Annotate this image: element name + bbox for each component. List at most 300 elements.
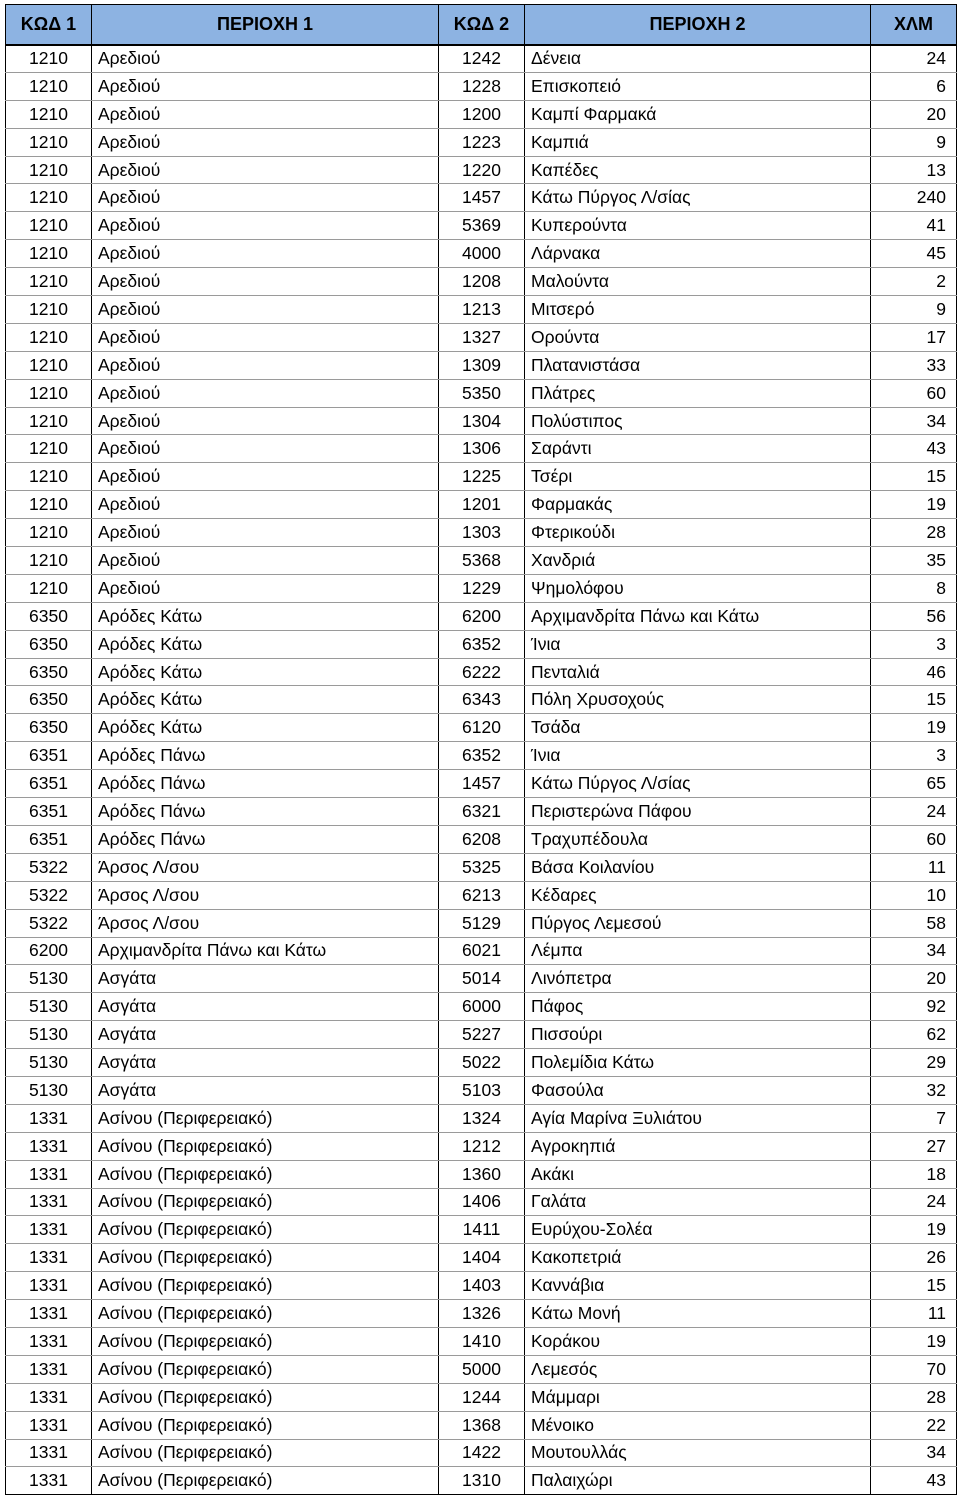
table-header [6, 5, 957, 45]
km-cell: 19 [871, 1327, 957, 1355]
table-row [6, 1104, 957, 1132]
area-2-cell: Φασούλα [525, 1076, 871, 1104]
km-cell: 6 [871, 72, 957, 100]
code-1-cell: 6351 [6, 825, 92, 853]
table-row [6, 714, 957, 742]
area-1-cell: Ασγάτα [92, 1021, 439, 1049]
area-1-cell: Αρεδιού [92, 519, 439, 547]
area-1-cell: Αρεδιού [92, 156, 439, 184]
code-2-cell: 5368 [439, 547, 525, 575]
km-cell: 60 [871, 825, 957, 853]
area-2-cell: Πλάτρες [525, 379, 871, 407]
km-cell: 11 [871, 1300, 957, 1328]
area-2-cell: Κυπερούντα [525, 212, 871, 240]
code-1-cell: 1331 [6, 1300, 92, 1328]
table-row [6, 1216, 957, 1244]
km-cell: 29 [871, 1049, 957, 1077]
km-cell: 26 [871, 1244, 957, 1272]
code-2-cell: 1208 [439, 268, 525, 296]
area-1-cell: Αρόδες Κάτω [92, 714, 439, 742]
code-1-cell: 5130 [6, 965, 92, 993]
area-2-cell: Αγροκηπιά [525, 1132, 871, 1160]
table-row [6, 909, 957, 937]
area-2-cell: Σαράντι [525, 435, 871, 463]
area-1-cell: Ασγάτα [92, 993, 439, 1021]
code-2-cell: 1223 [439, 128, 525, 156]
code-1-cell: 1210 [6, 519, 92, 547]
code-1-cell: 1331 [6, 1411, 92, 1439]
code-2-cell: 1406 [439, 1188, 525, 1216]
area-2-cell: Μουτουλλάς [525, 1439, 871, 1467]
code-1-cell: 1210 [6, 212, 92, 240]
table-row [6, 993, 957, 1021]
area-2-cell: Ίνια [525, 630, 871, 658]
code-2-cell: 1368 [439, 1411, 525, 1439]
code-1-cell: 1210 [6, 72, 92, 100]
area-2-cell: Μένοικο [525, 1411, 871, 1439]
km-cell: 27 [871, 1132, 957, 1160]
area-2-cell: Καμπιά [525, 128, 871, 156]
table-row [6, 1160, 957, 1188]
area-2-cell: Λάρνακα [525, 240, 871, 268]
area-1-cell: Αρεδιού [92, 212, 439, 240]
km-cell: 34 [871, 1439, 957, 1467]
code-1-cell: 1210 [6, 156, 92, 184]
km-cell: 9 [871, 296, 957, 324]
area-2-cell: Φτερικούδι [525, 519, 871, 547]
code-1-cell: 1331 [6, 1160, 92, 1188]
code-2-cell: 1410 [439, 1327, 525, 1355]
code-1-cell: 1331 [6, 1327, 92, 1355]
area-2-cell: Λέμπα [525, 937, 871, 965]
table-row [6, 1132, 957, 1160]
code-2-cell: 5014 [439, 965, 525, 993]
area-2-cell: Επισκοπειό [525, 72, 871, 100]
table-row [6, 1327, 957, 1355]
area-1-cell: Ασίνου (Περιφερειακό) [92, 1132, 439, 1160]
area-1-cell: Ασίνου (Περιφερειακό) [92, 1104, 439, 1132]
table-row [6, 519, 957, 547]
code-1-cell: 1210 [6, 100, 92, 128]
area-1-cell: Αρεδιού [92, 435, 439, 463]
area-2-cell: Τσέρι [525, 463, 871, 491]
area-1-cell: Ασίνου (Περιφερειακό) [92, 1355, 439, 1383]
header-area-1: ΠΕΡΙΟΧΗ 1 [92, 5, 439, 45]
area-1-cell: Ασίνου (Περιφερειακό) [92, 1216, 439, 1244]
code-1-cell: 1331 [6, 1132, 92, 1160]
code-1-cell: 1331 [6, 1439, 92, 1467]
table-row [6, 45, 957, 73]
code-2-cell: 6208 [439, 825, 525, 853]
table-row [6, 937, 957, 965]
km-cell: 240 [871, 184, 957, 212]
code-2-cell: 1422 [439, 1439, 525, 1467]
km-cell: 58 [871, 909, 957, 937]
header-km: ΧΛΜ [871, 5, 957, 45]
km-cell: 33 [871, 351, 957, 379]
code-1-cell: 6350 [6, 686, 92, 714]
area-2-cell: Κοράκου [525, 1327, 871, 1355]
area-1-cell: Αρεδιού [92, 184, 439, 212]
area-1-cell: Αρεδιού [92, 240, 439, 268]
code-1-cell: 1210 [6, 296, 92, 324]
area-1-cell: Άρσος Λ/σου [92, 881, 439, 909]
table-row [6, 323, 957, 351]
code-1-cell: 1210 [6, 323, 92, 351]
km-cell: 10 [871, 881, 957, 909]
area-1-cell: Άρσος Λ/σου [92, 853, 439, 881]
table-row [6, 128, 957, 156]
area-2-cell: Πάφος [525, 993, 871, 1021]
code-2-cell: 5369 [439, 212, 525, 240]
code-1-cell: 1210 [6, 491, 92, 519]
km-cell: 22 [871, 1411, 957, 1439]
area-2-cell: Πενταλιά [525, 658, 871, 686]
area-2-cell: Δένεια [525, 45, 871, 73]
code-1-cell: 5130 [6, 1076, 92, 1104]
area-1-cell: Αρόδες Πάνω [92, 742, 439, 770]
area-2-cell: Ακάκι [525, 1160, 871, 1188]
table-row [6, 574, 957, 602]
area-2-cell: Λεμεσός [525, 1355, 871, 1383]
table-row [6, 240, 957, 268]
table-row [6, 1355, 957, 1383]
area-2-cell: Μαλούντα [525, 268, 871, 296]
area-1-cell: Ασίνου (Περιφερειακό) [92, 1383, 439, 1411]
km-cell: 18 [871, 1160, 957, 1188]
code-2-cell: 1326 [439, 1300, 525, 1328]
km-cell: 15 [871, 686, 957, 714]
code-1-cell: 6351 [6, 770, 92, 798]
area-1-cell: Ασίνου (Περιφερειακό) [92, 1244, 439, 1272]
code-1-cell: 1210 [6, 184, 92, 212]
area-2-cell: Πολεμίδια Κάτω [525, 1049, 871, 1077]
area-2-cell: Αρχιμανδρίτα Πάνω και Κάτω [525, 602, 871, 630]
area-2-cell: Παλαιχώρι [525, 1467, 871, 1495]
area-1-cell: Αρεδιού [92, 72, 439, 100]
km-cell: 7 [871, 1104, 957, 1132]
km-cell: 3 [871, 630, 957, 658]
km-cell: 19 [871, 714, 957, 742]
table-row [6, 965, 957, 993]
km-cell: 15 [871, 463, 957, 491]
code-1-cell: 1210 [6, 379, 92, 407]
area-1-cell: Αρεδιού [92, 323, 439, 351]
km-cell: 92 [871, 993, 957, 1021]
area-1-cell: Ασίνου (Περιφερειακό) [92, 1439, 439, 1467]
area-1-cell: Αρεδιού [92, 100, 439, 128]
km-cell: 34 [871, 937, 957, 965]
km-cell: 43 [871, 1467, 957, 1495]
code-1-cell: 6350 [6, 714, 92, 742]
table-row [6, 1188, 957, 1216]
area-2-cell: Καμπί Φαρμακά [525, 100, 871, 128]
area-2-cell: Χανδριά [525, 547, 871, 575]
table-row [6, 1411, 957, 1439]
code-2-cell: 1310 [439, 1467, 525, 1495]
code-1-cell: 1210 [6, 407, 92, 435]
code-2-cell: 1327 [439, 323, 525, 351]
table-row [6, 72, 957, 100]
header-row [6, 5, 957, 45]
area-1-cell: Αρεδιού [92, 296, 439, 324]
code-1-cell: 1210 [6, 45, 92, 73]
code-1-cell: 1331 [6, 1383, 92, 1411]
code-2-cell: 1229 [439, 574, 525, 602]
table-row [6, 1049, 957, 1077]
code-1-cell: 5130 [6, 993, 92, 1021]
km-cell: 20 [871, 100, 957, 128]
area-1-cell: Ασγάτα [92, 1049, 439, 1077]
km-cell: 41 [871, 212, 957, 240]
area-2-cell: Κάτω Πύργος Λ/σίας [525, 770, 871, 798]
area-1-cell: Ασίνου (Περιφερειακό) [92, 1272, 439, 1300]
km-cell: 65 [871, 770, 957, 798]
area-1-cell: Αρόδες Πάνω [92, 825, 439, 853]
code-2-cell: 6021 [439, 937, 525, 965]
table-row [6, 1021, 957, 1049]
area-2-cell: Κάτω Πύργος Λ/σίας [525, 184, 871, 212]
code-2-cell: 1242 [439, 45, 525, 73]
code-2-cell: 6120 [439, 714, 525, 742]
area-2-cell: Πόλη Χρυσοχούς [525, 686, 871, 714]
code-2-cell: 5129 [439, 909, 525, 937]
table-row [6, 1076, 957, 1104]
area-2-cell: Βάσα Κοιλανίου [525, 853, 871, 881]
code-1-cell: 1331 [6, 1355, 92, 1383]
table-row [6, 1244, 957, 1272]
area-1-cell: Αρόδες Κάτω [92, 630, 439, 658]
km-cell: 19 [871, 491, 957, 519]
code-1-cell: 5130 [6, 1049, 92, 1077]
area-2-cell: Κακοπετριά [525, 1244, 871, 1272]
table-row [6, 881, 957, 909]
area-2-cell: Αγία Μαρίνα Ξυλιάτου [525, 1104, 871, 1132]
header-area-2: ΠΕΡΙΟΧΗ 2 [525, 5, 871, 45]
code-1-cell: 1331 [6, 1188, 92, 1216]
area-2-cell: Ίνια [525, 742, 871, 770]
distance-table [5, 4, 957, 1495]
km-cell: 35 [871, 547, 957, 575]
header-code-1: ΚΩΔ 1 [6, 5, 92, 45]
area-1-cell: Άρσος Λ/σου [92, 909, 439, 937]
km-cell: 56 [871, 602, 957, 630]
area-1-cell: Αρόδες Πάνω [92, 770, 439, 798]
table-row [6, 296, 957, 324]
area-2-cell: Λινόπετρα [525, 965, 871, 993]
km-cell: 20 [871, 965, 957, 993]
table-row [6, 435, 957, 463]
area-1-cell: Ασίνου (Περιφερειακό) [92, 1300, 439, 1328]
code-2-cell: 5000 [439, 1355, 525, 1383]
area-2-cell: Ψημολόφου [525, 574, 871, 602]
table-row [6, 1439, 957, 1467]
code-2-cell: 1200 [439, 100, 525, 128]
area-2-cell: Ευρύχου-Σολέα [525, 1216, 871, 1244]
code-2-cell: 6352 [439, 742, 525, 770]
code-2-cell: 4000 [439, 240, 525, 268]
code-2-cell: 6343 [439, 686, 525, 714]
area-2-cell: Καπέδες [525, 156, 871, 184]
km-cell: 28 [871, 519, 957, 547]
code-1-cell: 6351 [6, 798, 92, 826]
code-2-cell: 1411 [439, 1216, 525, 1244]
table-row [6, 212, 957, 240]
table-row [6, 1467, 957, 1495]
km-cell: 43 [871, 435, 957, 463]
table-row [6, 742, 957, 770]
table-row [6, 407, 957, 435]
code-2-cell: 1360 [439, 1160, 525, 1188]
code-2-cell: 6200 [439, 602, 525, 630]
table-row [6, 602, 957, 630]
area-2-cell: Ορούντα [525, 323, 871, 351]
code-2-cell: 1220 [439, 156, 525, 184]
code-1-cell: 6350 [6, 602, 92, 630]
area-1-cell: Αρεδιού [92, 574, 439, 602]
code-2-cell: 6321 [439, 798, 525, 826]
area-1-cell: Αρεδιού [92, 547, 439, 575]
km-cell: 24 [871, 45, 957, 73]
code-2-cell: 1324 [439, 1104, 525, 1132]
km-cell: 60 [871, 379, 957, 407]
code-2-cell: 1403 [439, 1272, 525, 1300]
area-2-cell: Τσάδα [525, 714, 871, 742]
km-cell: 45 [871, 240, 957, 268]
area-2-cell: Πλατανιστάσα [525, 351, 871, 379]
area-1-cell: Ασίνου (Περιφερειακό) [92, 1411, 439, 1439]
code-1-cell: 6200 [6, 937, 92, 965]
code-1-cell: 1210 [6, 351, 92, 379]
table-row [6, 184, 957, 212]
area-2-cell: Πισσούρι [525, 1021, 871, 1049]
table-row [6, 547, 957, 575]
area-1-cell: Αρεδιού [92, 45, 439, 73]
area-1-cell: Αρεδιού [92, 128, 439, 156]
area-2-cell: Καννάβια [525, 1272, 871, 1300]
km-cell: 28 [871, 1383, 957, 1411]
code-1-cell: 6350 [6, 630, 92, 658]
km-cell: 34 [871, 407, 957, 435]
code-1-cell: 5322 [6, 853, 92, 881]
table-row [6, 379, 957, 407]
table-body [6, 45, 957, 1495]
area-1-cell: Αρεδιού [92, 351, 439, 379]
code-2-cell: 6213 [439, 881, 525, 909]
code-1-cell: 1210 [6, 463, 92, 491]
code-1-cell: 1331 [6, 1272, 92, 1300]
area-1-cell: Αρόδες Πάνω [92, 798, 439, 826]
area-2-cell: Κέδαρες [525, 881, 871, 909]
area-2-cell: Περιστερώνα Πάφου [525, 798, 871, 826]
code-2-cell: 1304 [439, 407, 525, 435]
area-1-cell: Αρεδιού [92, 407, 439, 435]
code-1-cell: 6351 [6, 742, 92, 770]
code-2-cell: 1201 [439, 491, 525, 519]
code-2-cell: 1244 [439, 1383, 525, 1411]
code-1-cell: 1210 [6, 574, 92, 602]
km-cell: 17 [871, 323, 957, 351]
area-1-cell: Αρεδιού [92, 268, 439, 296]
header-code-2: ΚΩΔ 2 [439, 5, 525, 45]
km-cell: 11 [871, 853, 957, 881]
table-row [6, 798, 957, 826]
area-1-cell: Ασγάτα [92, 1076, 439, 1104]
table-row [6, 100, 957, 128]
area-1-cell: Ασγάτα [92, 965, 439, 993]
area-2-cell: Μάμμαρι [525, 1383, 871, 1411]
code-2-cell: 1225 [439, 463, 525, 491]
code-2-cell: 5103 [439, 1076, 525, 1104]
km-cell: 62 [871, 1021, 957, 1049]
km-cell: 3 [871, 742, 957, 770]
code-2-cell: 1212 [439, 1132, 525, 1160]
km-cell: 46 [871, 658, 957, 686]
code-2-cell: 1303 [439, 519, 525, 547]
code-1-cell: 5322 [6, 909, 92, 937]
code-1-cell: 1210 [6, 268, 92, 296]
area-1-cell: Αρόδες Κάτω [92, 602, 439, 630]
area-1-cell: Ασίνου (Περιφερειακό) [92, 1467, 439, 1495]
table-row [6, 156, 957, 184]
km-cell: 19 [871, 1216, 957, 1244]
km-cell: 13 [871, 156, 957, 184]
code-2-cell: 6352 [439, 630, 525, 658]
table-row [6, 351, 957, 379]
table-row [6, 658, 957, 686]
table-row [6, 853, 957, 881]
code-2-cell: 5227 [439, 1021, 525, 1049]
km-cell: 8 [871, 574, 957, 602]
code-1-cell: 5130 [6, 1021, 92, 1049]
area-1-cell: Αρόδες Κάτω [92, 686, 439, 714]
area-1-cell: Ασίνου (Περιφερειακό) [92, 1188, 439, 1216]
area-2-cell: Πύργος Λεμεσού [525, 909, 871, 937]
code-2-cell: 6000 [439, 993, 525, 1021]
km-cell: 15 [871, 1272, 957, 1300]
code-2-cell: 1457 [439, 184, 525, 212]
code-2-cell: 1228 [439, 72, 525, 100]
km-cell: 9 [871, 128, 957, 156]
code-1-cell: 6350 [6, 658, 92, 686]
table-row [6, 463, 957, 491]
area-2-cell: Φαρμακάς [525, 491, 871, 519]
area-1-cell: Αρόδες Κάτω [92, 658, 439, 686]
code-1-cell: 1331 [6, 1467, 92, 1495]
table-row [6, 686, 957, 714]
area-1-cell: Αρεδιού [92, 463, 439, 491]
code-1-cell: 1210 [6, 240, 92, 268]
km-cell: 2 [871, 268, 957, 296]
code-2-cell: 5325 [439, 853, 525, 881]
area-2-cell: Μιτσερό [525, 296, 871, 324]
area-2-cell: Κάτω Μονή [525, 1300, 871, 1328]
area-2-cell: Γαλάτα [525, 1188, 871, 1216]
code-1-cell: 1331 [6, 1244, 92, 1272]
area-1-cell: Αρεδιού [92, 491, 439, 519]
km-cell: 24 [871, 798, 957, 826]
area-1-cell: Ασίνου (Περιφερειακό) [92, 1160, 439, 1188]
code-1-cell: 1210 [6, 128, 92, 156]
area-2-cell: Τραχυπέδουλα [525, 825, 871, 853]
code-1-cell: 1331 [6, 1216, 92, 1244]
table-row [6, 491, 957, 519]
table-row [6, 1272, 957, 1300]
code-1-cell: 5322 [6, 881, 92, 909]
km-cell: 32 [871, 1076, 957, 1104]
table-row [6, 770, 957, 798]
code-2-cell: 1213 [439, 296, 525, 324]
